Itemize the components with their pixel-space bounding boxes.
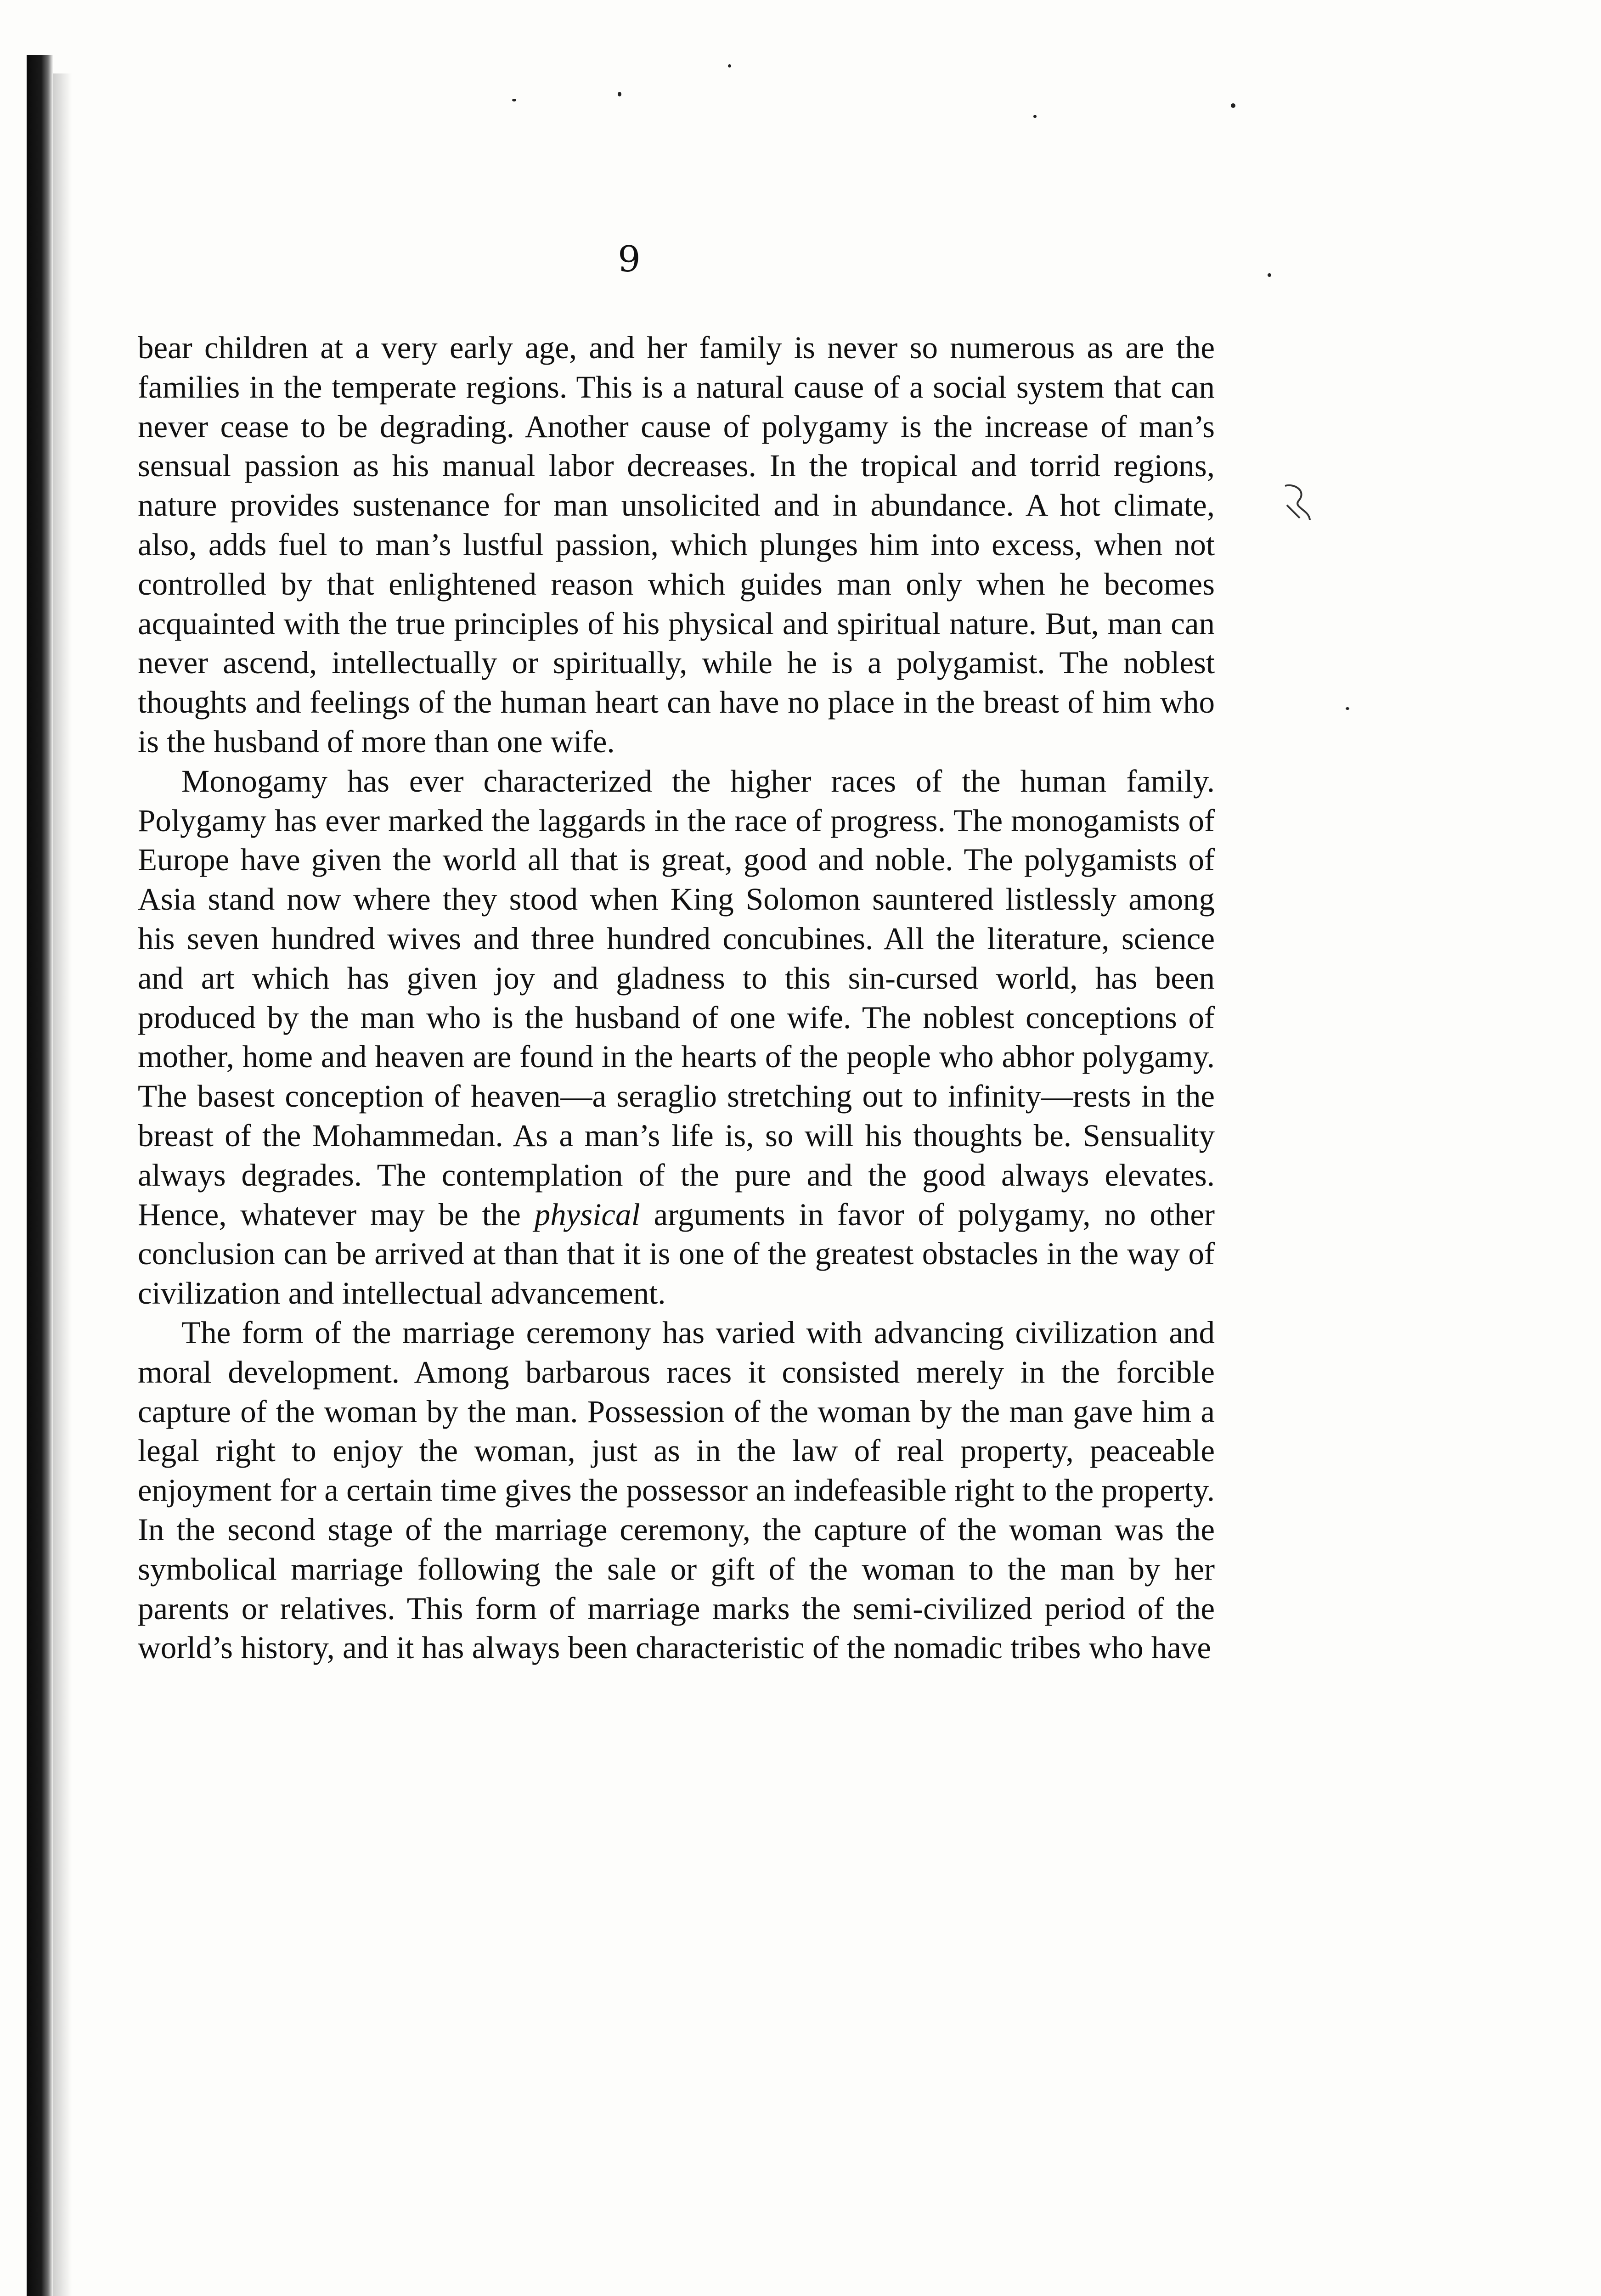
binding-edge	[27, 55, 53, 2296]
scan-speck	[512, 99, 516, 101]
paragraph-2-text: Monogamy has ever characterized the higher races of the human family. Polygamy has ever marked the laggards in the race of progress. The monogamists of Europe have given the world all that is great, good and noble. The polygamists of Asia stand now where they stood when King Solomon sauntered listlessly among his seven hundred wives and three hundred concubines. All the literature, science and art which has given joy and gladness to this sin-cursed world, has been produced by the man who is the husband of one wife. The noblest conceptions of mother, home and heaven are found in the hearts of the people who abhor polygamy. The basest conception of heaven—a seraglio stretching out to infinity—rests in the breast of the Mohammedan. As a man’s life is, so will his thoughts be. Sensuality always degrades. The contemplation of the pure and the good always elevates. Hence, whatever may be the	[138, 763, 1215, 1232]
scan-speck	[728, 64, 731, 68]
scan-speck	[1268, 273, 1271, 277]
emphasized-word: physical	[534, 1197, 640, 1232]
scan-speck	[1346, 707, 1349, 710]
scan-speck	[1231, 103, 1235, 108]
body-text	[138, 328, 1215, 1668]
scan-speck	[618, 92, 621, 96]
paragraph-2-text-continued: arguments in favor of polygamy, no other conclusion can be arrived at than that it is one of the greatest obstacles in the way of civilization and intellectual advancement.	[138, 1197, 1215, 1311]
scan-speck	[1033, 115, 1037, 118]
page-number: 9	[618, 239, 641, 280]
paragraph-1: bear children at a very early age, and her family is never so numerous as are the families in the temperate regions. This is a natural cause of a social system that can never cease to be degrading. Another cause of polygamy is the increase of man’s sensual passion as his manual labor decreases. In the tropical and torrid regions, nature provides sustenance for man unsolicited and in abundance. A hot climate, also, adds fuel to man’s lustful passion, which plunges him into excess, when not controlled by that enlightened reason which guides man only when he becomes acquainted with the true principles of his physical and spiritual nature. But, man can never ascend, intellectually or spiritually, while he is a polygamist. The noblest thoughts and feelings of the human heart can have no place in the breast of him who is the husband of more than one wife.	[138, 330, 1215, 759]
paragraph-2	[138, 762, 1215, 1313]
binding-shadow	[53, 73, 72, 2296]
pencil-margin-mark	[1281, 482, 1313, 523]
paragraph-3: The form of the marriage ceremony has varied with advancing civilization and moral development. Among barbarous races it consisted merely in the forcible capture of the woman by the man. Possession of the woman by the man gave him a legal right to enjoy the woman, just as in the law of real property, peaceable enjoyment for a certain time gives the possessor an indefeasible right to the property. In the second stage of the marriage ceremony, the capture of the woman was the symbolical marriage following the sale or gift of the woman to the man by her parents or relatives. This form of marriage marks the semi-civilized period of the world’s history, and it has always been characteristic of the nomadic tribes who have	[138, 1315, 1215, 1666]
